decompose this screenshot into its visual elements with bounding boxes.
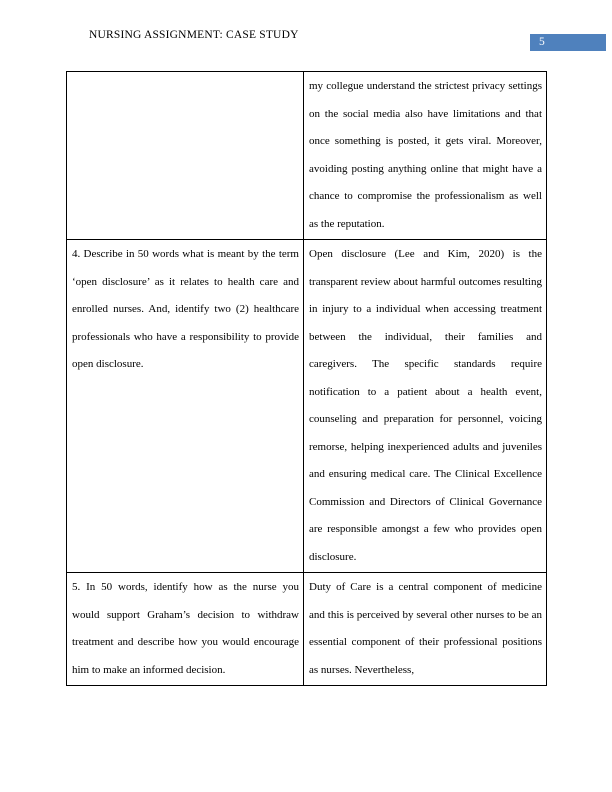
answer-cell — [304, 573, 547, 686]
case-study-table — [66, 71, 547, 686]
table-row — [67, 573, 547, 686]
page-number-badge: 5 — [530, 34, 606, 51]
answer-cell — [304, 72, 547, 240]
question-cell — [67, 240, 304, 573]
question-cell — [67, 573, 304, 686]
table-row — [67, 240, 547, 573]
question-text: 5. In 50 words, identify how as the nurse you would support Graham’s decision to withdraw treatment and describe how you would encourage him to make an informed decision. — [72, 581, 299, 676]
answer-text: Duty of Care is a central component of medicine and this is perceived by several other nurses to be an essential component of their professional positions as nurses. Nevertheless, — [309, 581, 542, 676]
table-row — [67, 72, 547, 240]
answer-text: Open disclosure (Lee and Kim, 2020) is the transparent review about harmful outcomes resulting in injury to a individual when accessing treatment between the individual, their families and caregivers. The specific standards require notification to a patient about a health event, counseling and preparation for personnel, voicing remorse, helping inexperienced adults and juveniles and ensuring medical care. The Clinical Excellence Commission and Directors of Clinical Governance are responsible amongst a few who provides open disclosure. — [309, 248, 542, 563]
running-header-title: NURSING ASSIGNMENT: CASE STUDY — [89, 29, 299, 41]
answer-text: my collegue understand the strictest privacy settings on the social media also have limitations and that once something is posted, it gets viral. Moreover, avoiding posting anything online that might have a chance to compromise the professionalism as well as the reputation. — [309, 80, 542, 230]
answer-cell — [304, 240, 547, 573]
question-text: 4. Describe in 50 words what is meant by the term ‘open disclosure’ as it relates to health care and enrolled nurses. And, identify two (2) healthcare professionals who have a responsibility to provide open disclosure. — [72, 248, 299, 370]
question-cell — [67, 72, 304, 240]
